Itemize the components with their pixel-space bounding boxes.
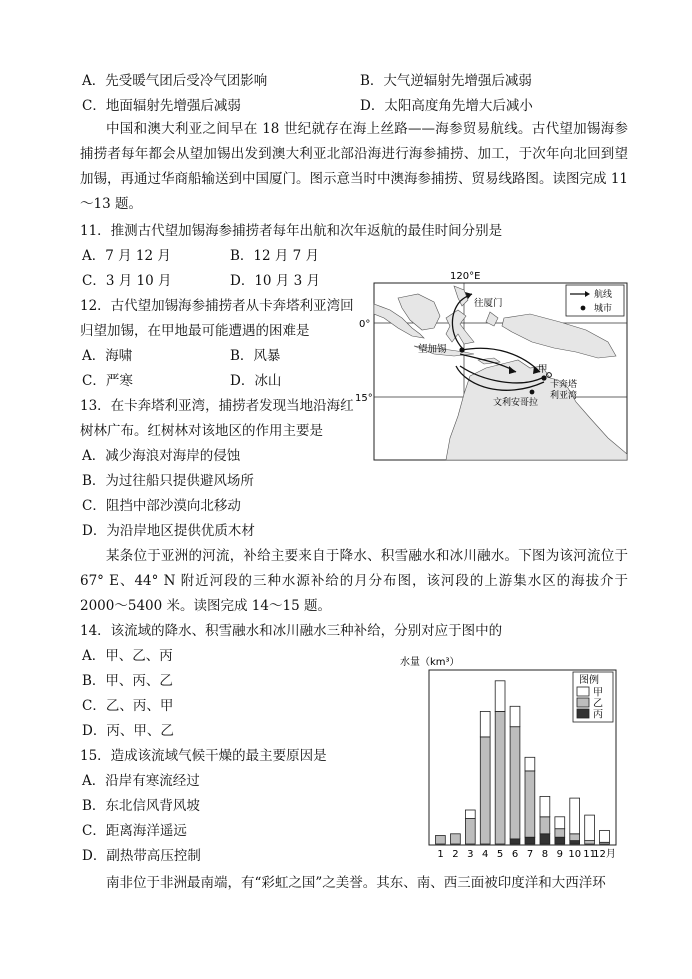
q11-option-d: D．10 月 3 月 (230, 273, 320, 289)
trade-route-map (354, 268, 632, 464)
bar-丙-6 (510, 839, 520, 844)
chart-x-ticks (437, 848, 616, 860)
x-tick-label: 6 (511, 849, 519, 860)
q13-stem-line1: 13．在卡奔塔利亚湾，捕捞者发现当地沿海红 (80, 398, 354, 414)
bar-丙-10 (570, 841, 580, 844)
water-supply-chart (400, 652, 622, 862)
bar-乙-5 (495, 711, 505, 844)
bar-丙-9 (555, 837, 565, 844)
q14-stem: 14．该流域的降水、积雪融水和冰川融水三种补给，分别对应于图中的 (80, 623, 503, 639)
bar-甲-11 (585, 815, 595, 841)
q13-option-b: B．为过往船只提供避风场所 (82, 473, 254, 489)
q15-option-a: A．沿岸有寒流经过 (82, 773, 200, 789)
q10-option-c: C．地面辐射先增强后减弱 (82, 98, 241, 114)
q10-option-b: B．大气逆辐射先增强后减弱 (360, 73, 532, 89)
bar-乙-2 (451, 834, 461, 844)
city-carpentaria (541, 375, 546, 380)
chart-legend-title: 图例 (579, 675, 599, 686)
bar-甲-7 (525, 757, 535, 771)
x-tick-label: 5 (496, 849, 504, 860)
label-makassar: 望加锡 (418, 344, 447, 355)
bar-乙-11 (585, 841, 595, 844)
q11-stem: 11．推测古代望加锡海参捕捞者每年出航和次年返航的最佳时间分别是 (80, 223, 503, 239)
q11-option-c: C．3 月 10 月 (82, 273, 172, 289)
q15-option-d: D．副热带高压控制 (82, 848, 201, 864)
q13-option-a: A．减少海浪对海岸的侵蚀 (82, 448, 241, 464)
city-makassar (459, 347, 464, 352)
bar-乙-8 (540, 817, 550, 834)
bar-乙-7 (525, 771, 535, 837)
q12-option-a: A．海啸 (82, 348, 133, 364)
bar-乙-6 (510, 727, 520, 839)
q14-option-c: C．乙、丙、甲 (82, 698, 174, 714)
bar-乙-1 (436, 836, 446, 845)
bar-甲-5 (495, 681, 505, 712)
chart-ylabel: 水量（km³） (400, 657, 460, 668)
label-gulf-line1: 卡奔塔 (550, 380, 578, 390)
legend-label-丙: 丙 (593, 709, 603, 721)
legend-label-乙: 乙 (593, 698, 603, 710)
label-gulf-line2: 利亚湾 (550, 391, 578, 401)
q12-option-b: B．风暴 (230, 348, 281, 364)
bar-甲-4 (480, 711, 490, 737)
q11-option-a: A．7 月 12 月 (82, 248, 171, 264)
bar-甲-3 (465, 810, 475, 819)
x-tick-label: 9 (556, 849, 563, 860)
bar-甲-12月 (600, 830, 610, 842)
label-jia: 甲 (538, 364, 548, 375)
q14-option-d: D．丙、甲、乙 (82, 723, 174, 739)
bar-乙-4 (480, 737, 490, 844)
legend-swatch-乙 (577, 698, 589, 707)
q14-option-b: B．甲、丙、乙 (82, 673, 173, 689)
q13-option-c: C．阻挡中部沙漠向北移动 (82, 498, 241, 514)
x-tick-label: 3 (467, 849, 474, 860)
bar-丙-8 (540, 834, 550, 844)
bar-乙-10 (570, 834, 580, 841)
passage-river: 某条位于亚洲的河流，补给主要来自于降水、积雪融水和冰川融水。下图为该河流位于 67° E、44° N 附近河段的三种水源补给的月分布图，该河段的上游集水区的海拔介于 2000～5400 米。读图完成 14～15 题。 (80, 548, 628, 614)
legend-route-label: 航线 (594, 290, 613, 300)
x-tick-label: 4 (482, 849, 489, 860)
x-tick-label: 7 (526, 849, 534, 860)
passage-trade-route: 中国和澳大利亚之间早在 18 世纪就存在海上丝路——海参贸易航线。古代望加锡海参捕捞者每年都会从望加锡出发到澳大利亚北部沿海进行海参捕捞、加工，于次年向北回到望加锡，再通过华商船输送到中国厦门。图示意当时中澳海参捕捞、贸易线路图。读图完成 11～13 题。 (80, 121, 628, 212)
passage-south-africa: 南非位于非洲最南端，有“彩虹之国”之美誉。其东、南、西三面被印度洋和大西洋环 (106, 875, 606, 891)
q12-option-c: C．严寒 (82, 373, 133, 389)
bar-丙-7 (525, 837, 535, 844)
q12-stem-line2: 归望加锡，在甲地最可能遭遇的困难是 (80, 323, 310, 339)
legend-label-甲: 甲 (593, 687, 603, 699)
city-arafura (530, 390, 535, 395)
label-xiamen: 往厦门 (474, 298, 503, 309)
q11-option-b: B．12 月 7 月 (230, 248, 320, 264)
x-tick-label: 1 (437, 849, 444, 860)
q15-option-c: C．距离海洋遥远 (82, 823, 187, 839)
bar-乙-9 (555, 829, 565, 838)
legend-swatch-丙 (577, 709, 589, 718)
label-arafura: 文利安哥拉 (493, 398, 539, 408)
map-lat-15-label: 15° (355, 393, 373, 404)
x-tick-label: 11 (583, 849, 596, 860)
q13-option-d: D．为沿岸地区提供优质木材 (82, 523, 255, 539)
q12-option-d: D．冰山 (230, 373, 282, 389)
q15-option-b: B．东北信风背风坡 (82, 798, 200, 814)
q15-stem: 15．造成该流域气候干燥的最主要原因是 (80, 748, 327, 764)
bar-甲-8 (540, 796, 550, 816)
q10-option-d: D．太阳高度角先增大后减小 (360, 98, 533, 114)
legend-swatch-甲 (577, 687, 589, 696)
bar-乙-3 (465, 819, 475, 845)
legend-city-label: 城市 (594, 304, 613, 314)
q13-stem-line2: 树林广布。红树林对该地区的作用主要是 (80, 423, 323, 439)
x-tick-label: 2 (452, 849, 459, 860)
q10-option-a: A．先受暖气团后受冷气团影响 (82, 73, 268, 89)
bar-甲-6 (510, 706, 520, 726)
x-tick-label: 12月 (593, 849, 616, 860)
bar-甲-9 (555, 817, 565, 829)
map-lat-0-label: 0° (359, 319, 371, 330)
map-longitude-label: 120°E (450, 271, 481, 282)
x-tick-label: 8 (541, 849, 549, 860)
q14-option-a: A．甲、乙、丙 (82, 648, 173, 664)
q12-stem-line1: 12．古代望加锡海参捕捞者从卡奔塔利亚湾回 (80, 298, 354, 314)
legend-city-dot (581, 306, 586, 311)
bar-甲-10 (570, 798, 580, 834)
x-tick-label: 10 (568, 849, 582, 860)
